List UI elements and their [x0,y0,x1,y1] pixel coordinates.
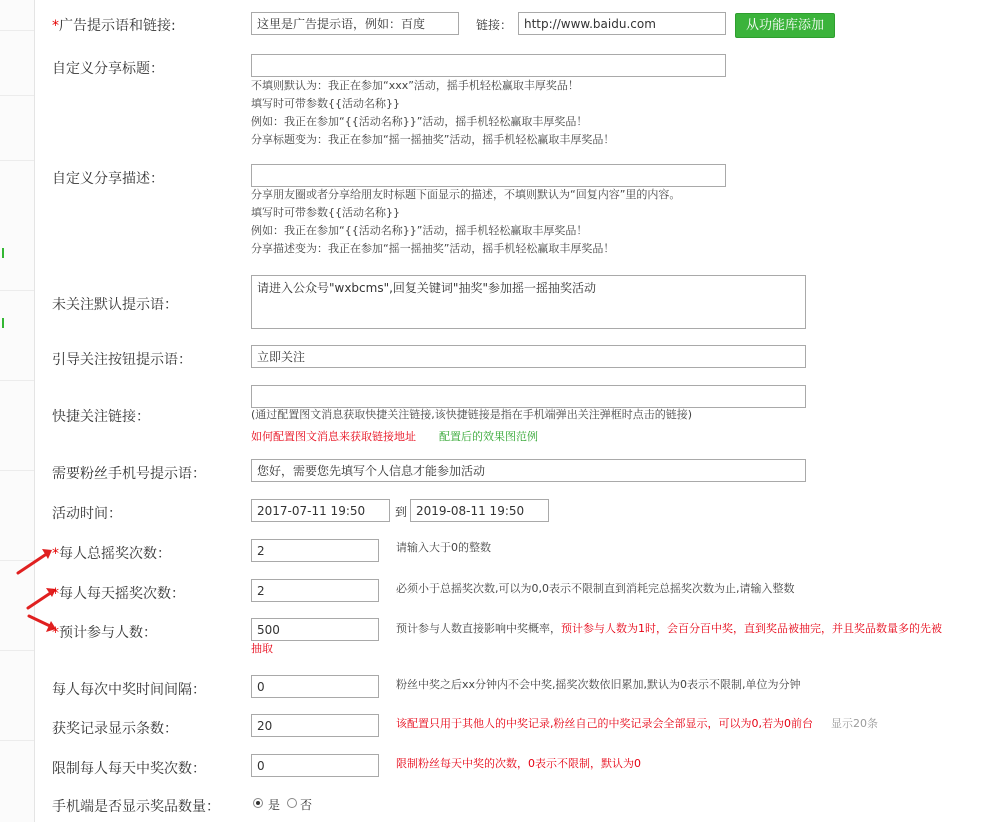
share-desc-hint-2: 填写时可带参数{{活动名称}} [251,206,400,219]
total-shakes-input[interactable] [251,539,379,562]
expected-people-label-text: 预计参与人数： [59,625,157,641]
follow-button-tip-input[interactable] [251,345,806,368]
how-to-config-link[interactable]: 如何配置图文消息来获取链接地址 [251,430,416,443]
required-mark: * [52,586,59,602]
expected-people-hint-red-cont: 抽取 [251,642,273,655]
expected-people-hint [396,620,942,638]
required-mark: * [52,18,59,34]
end-time-input[interactable] [410,499,549,522]
start-time-input[interactable] [251,499,390,522]
unfollow-tip-label: 未关注默认提示语： [52,297,178,313]
record-count-hint-tail: 显示20条 [831,717,878,730]
ad-tip-label [52,15,176,35]
share-title-label: 自定义分享标题： [52,61,164,77]
expected-people-hint-normal: 预计参与人数直接影响中奖概率， [396,622,561,635]
record-count-hint-red: 该配置只用于其他人的中奖记录,粉丝自己的中奖记录会全部显示，可以为0,若为0前台 [396,717,813,730]
share-title-hint-2: 填写时可带参数{{活动名称}} [251,97,400,110]
share-desc-hint-3: 例如：我正在参加“{{活动名称}}”活动，摇手机轻松赢取丰厚奖品！ [251,224,588,237]
record-count-input[interactable] [251,714,379,737]
add-from-library-button[interactable]: 从功能库添加 [735,13,835,38]
show-prize-no-radio[interactable] [287,798,297,808]
total-shakes-label [52,543,171,563]
total-shakes-label-text: 每人总摇奖次数： [59,546,171,562]
daily-wins-label: 限制每人每天中奖次数： [52,761,206,777]
win-interval-label: 每人每次中奖时间间隔： [52,682,206,698]
quick-follow-link-input[interactable] [251,385,806,408]
quick-follow-link-label: 快捷关注链接： [52,409,150,425]
daily-shakes-input[interactable] [251,579,379,602]
follow-button-tip-label: 引导关注按钮提示语： [52,352,192,368]
daily-wins-hint: 限制粉丝每天中奖的次数，0表示不限制，默认为0 [396,757,641,770]
ad-tip-label-text: 广告提示语和链接: [59,18,176,34]
required-mark: * [52,625,59,641]
expected-people-input[interactable] [251,618,379,641]
share-title-hint-1: 不填则默认为：我正在参加“xxx”活动，摇手机轻松赢取丰厚奖品！ [251,79,579,92]
share-desc-input[interactable] [251,164,726,187]
expected-people-hint-red: 预计参与人数为1时，会百分百中奖，直到奖品被抽完，并且奖品数量多的先被 [561,622,942,635]
activity-time-label: 活动时间： [52,506,122,522]
link-label: 链接： [476,18,513,32]
effect-example-link[interactable]: 配置后的效果图范例 [439,430,538,443]
expected-people-label [52,622,157,642]
unfollow-tip-textarea[interactable] [251,275,806,329]
share-title-input[interactable] [251,54,726,77]
show-prize-yes-label: 是 [268,798,281,812]
win-interval-input[interactable] [251,675,379,698]
phone-tip-input[interactable] [251,459,806,482]
win-interval-hint: 粉丝中奖之后xx分钟内不会中奖,摇奖次数依旧累加,默认为0表示不限制,单位为分钟 [396,678,801,691]
daily-wins-input[interactable] [251,754,379,777]
ad-tip-input[interactable] [251,12,459,35]
show-prize-count-label: 手机端是否显示奖品数量： [52,799,220,815]
daily-shakes-hint: 必须小于总摇奖次数,可以为0,0表示不限制直到消耗完总摇奖次数为止,请输入整数 [396,582,795,595]
show-prize-yes-radio[interactable] [253,798,263,808]
share-desc-hint-4: 分享描述变为：我正在参加“摇一摇抽奖”活动，摇手机轻松赢取丰厚奖品！ [251,242,615,255]
required-mark: * [52,546,59,562]
record-count-hint [396,715,878,733]
time-range-separator: 到 [395,505,408,519]
show-prize-no-label: 否 [300,798,313,812]
share-desc-label: 自定义分享描述： [52,171,164,187]
ad-link-input[interactable] [518,12,726,35]
share-title-hint-3: 例如：我正在参加“{{活动名称}}”活动，摇手机轻松赢取丰厚奖品！ [251,115,588,128]
record-count-label: 获奖记录显示条数： [52,721,178,737]
daily-shakes-label [52,583,185,603]
share-desc-hint-1: 分享朋友圈或者分享给朋友时标题下面显示的描述，不填则默认为“回复内容”里的内容。 [251,188,681,201]
quick-follow-hint: (通过配置图文消息获取快捷关注链接,该快捷链接是指在手机端弹出关注弹框时点击的链接) [251,408,693,421]
total-shakes-hint: 请输入大于0的整数 [396,541,491,554]
phone-tip-label: 需要粉丝手机号提示语： [52,466,206,482]
annotation-arrow-icon [14,545,56,577]
share-title-hint-4: 分享标题变为：我正在参加“摇一摇抽奖”活动，摇手机轻松赢取丰厚奖品！ [251,133,615,146]
daily-shakes-label-text: 每人每天摇奖次数： [59,586,185,602]
